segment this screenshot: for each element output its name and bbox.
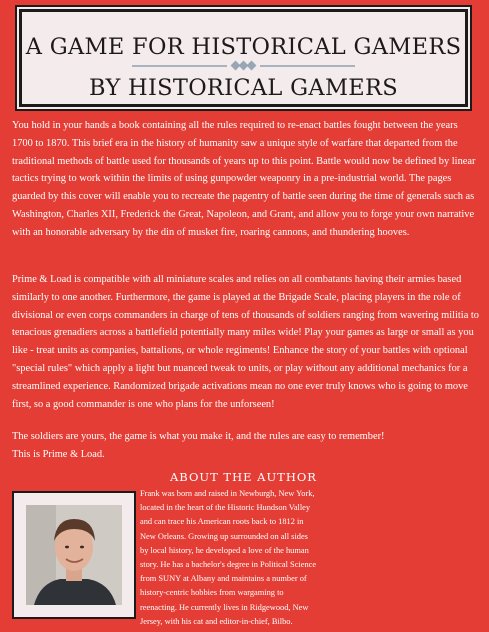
ornament-bar-right bbox=[260, 65, 355, 67]
ornament-diamond-icon bbox=[247, 61, 257, 71]
title-banner bbox=[22, 12, 465, 104]
title-divider-ornament bbox=[132, 62, 355, 70]
intro-paragraph: You hold in your hands a book containing all the rules required to re-enact battles fought between the years 1700 to 1870. This brief era in the history of humanity saw a unique style of warfare that departed from the traditional methods of battle used for thousands of years up to this point. Battle would now be defined by linear tactics trying to work within the limits of using gunpowder weaponry in a pre-industrial world. The pages guarded by this cover will enable you to recreate the pagentry of battle seen during the time of generals such as Washington, Charles XII, Frederick the Great, Napoleon, and Grant, and allow you to forge your own narrative with an honorable adversary by the din of musket fire, roaring cannons, and thundering hooves. bbox=[12, 120, 476, 238]
closing-paragraph bbox=[12, 428, 479, 464]
author-photo-frame bbox=[12, 491, 136, 619]
ornament-bar-left bbox=[132, 65, 227, 67]
author-bio: Frank was born and raised in Newburgh, New York, located in the heart of the Historic Hundson Valley and can trace his American roots back to 1812 in New Orleans. Growing up surrounded on all sides by local history, he developed a love of the human story. He has a bachelor's degree in Political Science from SUNY at Albany and maintains a number of history-centric hobbies from wargaming to reenacting. He currently lives in Ridgewood, New Jersey, with his cat and editor-in-chief, Bilbo. bbox=[140, 489, 317, 626]
author-photo bbox=[26, 505, 122, 605]
title-line-1: A GAME FOR HISTORICAL GAMERS bbox=[25, 34, 462, 60]
closing-line-2: This is Prime & Load. bbox=[12, 448, 105, 460]
author-portrait-icon bbox=[26, 505, 122, 605]
about-author-heading: ABOUT THE AUTHOR bbox=[170, 470, 317, 484]
title-line-2: BY HISTORICAL GAMERS bbox=[89, 75, 398, 101]
closing-line-1: The soldiers are yours, the game is what you make it, and the rules are easy to remember! bbox=[12, 431, 385, 442]
compatibility-paragraph: Prime & Load is compatible with all miniature scales and relies on all combatants having their armies based similarly to one another. Furthermore, the game is played at the Brigade Scale, placing players in the role of divisional or even corps commanders in charge of tens of thousands of soldiers ranging from wavering militia to tenacious grenadiers across a battlefield potentially many miles wide! Play your games as large or small as you like - treat units as companies, battalions, or whole regiments! Enhance the story of your battles with optional "special rules" which apply a light but nuanced tweak to units, or play without any additional mechanics for a streamlined experience. Randomized brigade activations mean no one ever truly knows who is going to move first, so a good commander is one who plans for the unforseen! bbox=[12, 274, 479, 410]
